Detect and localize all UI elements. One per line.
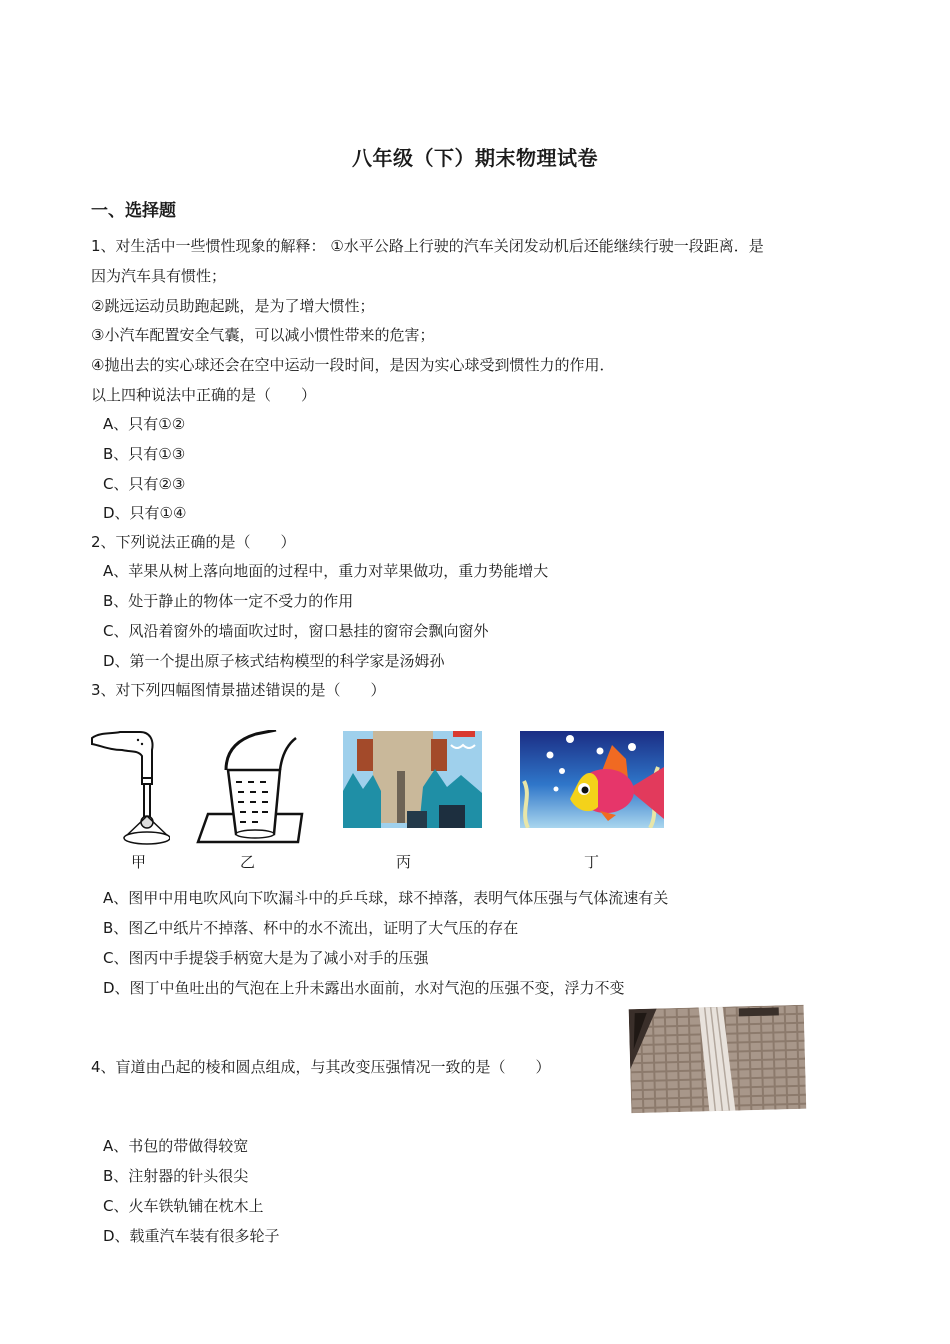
q2-option-d: D、第一个提出原子核式结构模型的科学家是汤姆孙	[103, 652, 445, 670]
q2-text: 2、下列说法正确的是（ ）	[91, 533, 296, 551]
q1-text-line: ②跳远运动员助跑起跳，是为了增大惯性；	[91, 297, 375, 315]
q1-text-line: 1、对生活中一些惯性现象的解释： ①水平公路上行驶的汽车关闭发动机后还能继续行驶一段距离．是	[91, 237, 764, 255]
q4-option-d: D、载重汽车装有很多轮子	[103, 1227, 280, 1245]
q1-option-d: D、只有①④	[103, 504, 187, 522]
q4-option-b: B、注射器的针头很尖	[103, 1167, 249, 1185]
q4-option-a: A、书包的带做得较宽	[103, 1137, 249, 1155]
q2-option-b: B、处于静止的物体一定不受力的作用	[103, 592, 354, 610]
figure-label-ding: 丁	[584, 853, 600, 871]
figure-label-jia: 甲	[131, 853, 147, 871]
figure-yi-cup-paper-image	[196, 730, 304, 848]
q3-text: 3、对下列四幅图情景描述错误的是（ ）	[91, 681, 386, 699]
q1-option-c: C、只有②③	[103, 475, 186, 493]
q4-text: 4、盲道由凸起的棱和圆点组成，与其改变压强情况一致的是（ ）	[91, 1058, 551, 1076]
q3-option-a: A、图甲中用电吹风向下吹漏斗中的乒乓球，球不掉落，表明气体压强与气体流速有关	[103, 889, 669, 907]
figure-ding-fish-image	[520, 731, 664, 828]
figure-label-yi: 乙	[240, 853, 256, 871]
q1-option-b: B、只有①③	[103, 445, 186, 463]
q1-text-line: ③小汽车配置安全气囊，可以减小惯性带来的危害；	[91, 326, 435, 344]
q3-option-d: D、图丁中鱼吐出的气泡在上升未露出水面前，水对气泡的压强不变，浮力不变	[103, 979, 625, 997]
figure-blind-road-image	[629, 1005, 807, 1114]
section-heading: 一、选择题	[91, 201, 176, 221]
figure-bing-shopping-bags-image	[343, 731, 482, 828]
q2-option-c: C、风沿着窗外的墙面吹过时，窗口悬挂的窗帘会飘向窗外	[103, 622, 489, 640]
page-title: 八年级（下）期末物理试卷	[352, 146, 598, 170]
q2-option-a: A、苹果从树上落向地面的过程中，重力对苹果做功，重力势能增大	[103, 562, 549, 580]
q1-text-line: 因为汽车具有惯性；	[91, 267, 227, 285]
figure-label-bing: 丙	[396, 853, 412, 871]
q3-option-b: B、图乙中纸片不掉落、杯中的水不流出，证明了大气压的存在	[103, 919, 519, 937]
q1-text-line: ④抛出去的实心球还会在空中运动一段时间，是因为实心球受到惯性力的作用．	[91, 356, 615, 374]
figure-jia-hairdryer-image	[90, 730, 170, 848]
q1-text-line: 以上四种说法中正确的是（ ）	[91, 386, 317, 404]
q3-option-c: C、图丙中手提袋手柄宽大是为了减小对手的压强	[103, 949, 429, 967]
q4-option-c: C、火车铁轨铺在枕木上	[103, 1197, 264, 1215]
q1-option-a: A、只有①②	[103, 415, 186, 433]
